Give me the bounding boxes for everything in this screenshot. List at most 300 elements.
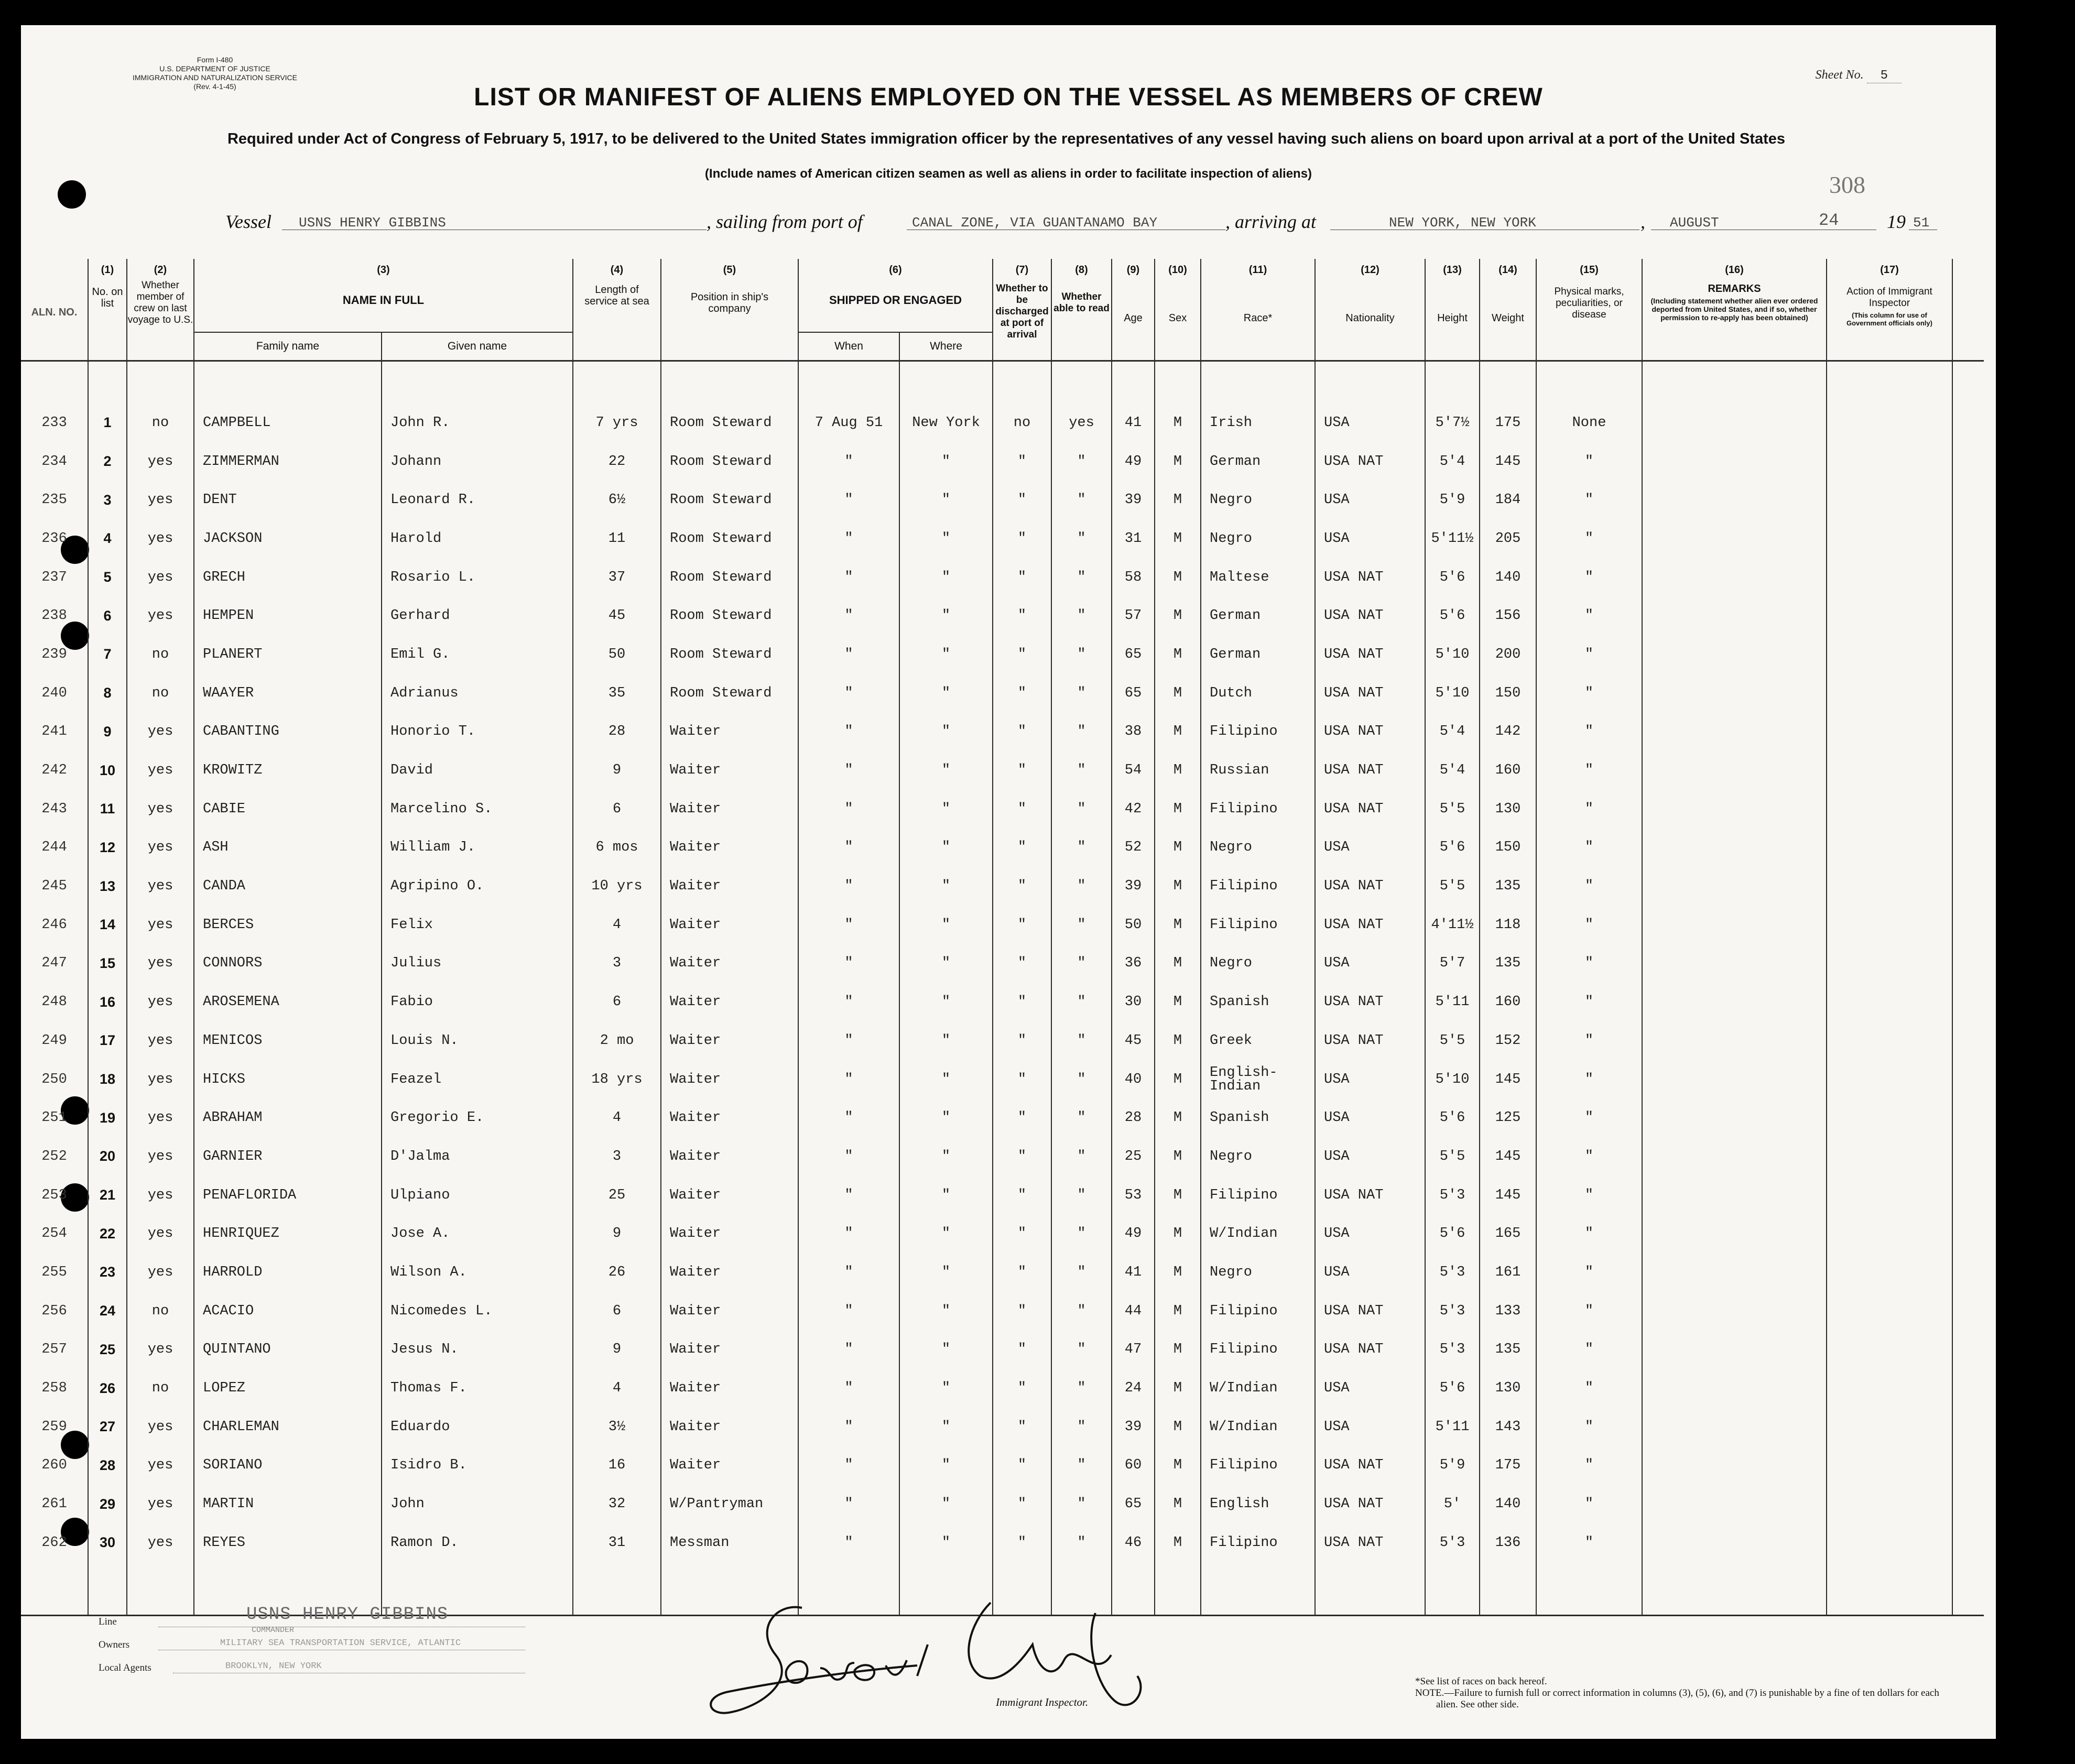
col-family-name: Family name	[194, 332, 382, 361]
shipped-where-cell: "	[899, 751, 993, 790]
physical-marks-cell: "	[1536, 1021, 1642, 1060]
position-cell: Waiter	[661, 713, 798, 752]
physical-marks-cell: "	[1536, 983, 1642, 1021]
margin-cell	[1952, 983, 1984, 1021]
discharged-cell: "	[993, 713, 1051, 752]
able-to-read-cell: "	[1051, 1021, 1112, 1060]
sex-cell: M	[1155, 751, 1201, 790]
able-to-read-cell: "	[1051, 983, 1112, 1021]
given-name-cell: D'Jalma	[382, 1137, 573, 1176]
last-voyage-cell: yes	[127, 867, 194, 906]
last-voyage-cell: yes	[127, 558, 194, 597]
nationality-cell: USA NAT	[1315, 1485, 1425, 1523]
discharged-cell: "	[993, 519, 1051, 558]
position-cell: Waiter	[661, 1137, 798, 1176]
race-cell: Filipino	[1201, 1331, 1315, 1369]
able-to-read-cell: "	[1051, 906, 1112, 944]
remarks-cell	[1642, 983, 1827, 1021]
list-number-cell: 15	[88, 944, 127, 983]
physical-marks-cell: "	[1536, 1253, 1642, 1292]
weight-cell: 175	[1480, 361, 1536, 442]
alien-number-cell: 237	[21, 558, 88, 597]
age-cell: 65	[1112, 635, 1155, 674]
physical-marks-cell: "	[1536, 790, 1642, 829]
margin-cell	[1952, 481, 1984, 519]
able-to-read-cell: "	[1051, 596, 1112, 635]
weight-cell: 175	[1480, 1446, 1536, 1485]
list-number-cell: 5	[88, 558, 127, 597]
shipped-when-cell: "	[798, 1176, 899, 1215]
shipped-where-cell: "	[899, 596, 993, 635]
shipped-where-cell: "	[899, 558, 993, 597]
list-number-cell: 7	[88, 635, 127, 674]
given-name-cell: John	[382, 1485, 573, 1523]
race-cell: Greek	[1201, 1021, 1315, 1060]
shipped-where-cell: New York	[899, 361, 993, 442]
nationality-cell: USA NAT	[1315, 1331, 1425, 1369]
col-weight: (14) Weight	[1480, 259, 1536, 361]
nationality-cell: USA NAT	[1315, 1446, 1425, 1485]
last-voyage-cell: yes	[127, 829, 194, 867]
height-cell: 5'5	[1425, 790, 1480, 829]
inspector-action-cell	[1827, 519, 1952, 558]
manifest-sheet	[21, 25, 1996, 1739]
table-row	[21, 361, 1984, 442]
length-of-service-cell: 3	[573, 944, 661, 983]
margin-cell	[1952, 790, 1984, 829]
position-cell: Waiter	[661, 1214, 798, 1253]
able-to-read-cell: "	[1051, 867, 1112, 906]
list-number-cell: 16	[88, 983, 127, 1021]
shipped-where-cell: "	[899, 519, 993, 558]
last-voyage-cell: yes	[127, 906, 194, 944]
physical-marks-cell: "	[1536, 1176, 1642, 1215]
race-cell: Filipino	[1201, 1523, 1315, 1562]
position-cell: Room Steward	[661, 596, 798, 635]
alien-number-cell: 250	[21, 1060, 88, 1099]
alien-number-cell: 255	[21, 1253, 88, 1292]
sex-cell: M	[1155, 635, 1201, 674]
physical-marks-cell: "	[1536, 481, 1642, 519]
list-number-cell: 10	[88, 751, 127, 790]
sex-cell: M	[1155, 1098, 1201, 1137]
page-instruction: (Include names of American citizen seamen as well as aliens in order to facilitate inspection of aliens)	[704, 167, 1312, 181]
shipped-when-cell: "	[798, 713, 899, 752]
discharged-cell: "	[993, 1523, 1051, 1562]
physical-marks-cell: "	[1536, 1060, 1642, 1099]
given-name-cell: Marcelino S.	[382, 790, 573, 829]
inspector-action-cell	[1827, 829, 1952, 867]
position-cell: Messman	[661, 1523, 798, 1562]
height-cell: 4'11½	[1425, 906, 1480, 944]
family-name-cell: KROWITZ	[194, 751, 382, 790]
race-cell: W/Indian	[1201, 1408, 1315, 1446]
race-cell: Filipino	[1201, 867, 1315, 906]
margin-cell	[1952, 1253, 1984, 1292]
nationality-cell: USA NAT	[1315, 906, 1425, 944]
last-voyage-cell: no	[127, 674, 194, 713]
physical-marks-cell: "	[1536, 1214, 1642, 1253]
margin-cell	[1952, 1446, 1984, 1485]
height-cell: 5'4	[1425, 751, 1480, 790]
table-row	[21, 944, 1984, 983]
alien-number-cell: 240	[21, 674, 88, 713]
given-name-cell: Johann	[382, 442, 573, 481]
inspector-action-cell	[1827, 596, 1952, 635]
shipped-where-cell: "	[899, 1485, 993, 1523]
shipped-when-cell: "	[798, 829, 899, 867]
spacer-cell	[1536, 1562, 1642, 1616]
able-to-read-cell: "	[1051, 1137, 1112, 1176]
footer-agents-label: Local Agents	[99, 1662, 151, 1673]
arriving-port: NEW YORK, NEW YORK	[1389, 215, 1536, 231]
given-name-cell: Julius	[382, 944, 573, 983]
length-of-service-cell: 9	[573, 1331, 661, 1369]
discharged-cell: "	[993, 1060, 1051, 1099]
nationality-cell: USA	[1315, 1369, 1425, 1408]
physical-marks-cell: "	[1536, 867, 1642, 906]
margin-cell	[1952, 829, 1984, 867]
discharged-cell: "	[993, 442, 1051, 481]
age-cell: 25	[1112, 1137, 1155, 1176]
race-cell: Spanish	[1201, 983, 1315, 1021]
family-name-cell: DENT	[194, 481, 382, 519]
length-of-service-cell: 6 mos	[573, 829, 661, 867]
footer-owners-label: Owners	[99, 1639, 130, 1650]
given-name-cell: William J.	[382, 829, 573, 867]
nationality-cell: USA NAT	[1315, 674, 1425, 713]
last-voyage-cell: yes	[127, 751, 194, 790]
shipped-when-cell: "	[798, 442, 899, 481]
able-to-read-cell: "	[1051, 1253, 1112, 1292]
shipped-where-cell: "	[899, 1060, 993, 1099]
list-number-cell: 25	[88, 1331, 127, 1369]
spacer-cell	[1952, 1562, 1984, 1616]
list-number-cell: 27	[88, 1408, 127, 1446]
age-cell: 31	[1112, 519, 1155, 558]
remarks-cell	[1642, 596, 1827, 635]
height-cell: 5'	[1425, 1485, 1480, 1523]
position-cell: Waiter	[661, 1408, 798, 1446]
shipped-when-cell: "	[798, 481, 899, 519]
length-of-service-cell: 10 yrs	[573, 867, 661, 906]
weight-cell: 135	[1480, 1331, 1536, 1369]
sex-cell: M	[1155, 1485, 1201, 1523]
given-name-cell: Jose A.	[382, 1214, 573, 1253]
race-cell: Filipino	[1201, 906, 1315, 944]
able-to-read-cell: "	[1051, 674, 1112, 713]
length-of-service-cell: 9	[573, 751, 661, 790]
physical-marks-cell: "	[1536, 1331, 1642, 1369]
alien-number-cell: 242	[21, 751, 88, 790]
length-of-service-cell: 32	[573, 1485, 661, 1523]
last-voyage-cell: yes	[127, 1214, 194, 1253]
able-to-read-cell: "	[1051, 519, 1112, 558]
sex-cell: M	[1155, 1292, 1201, 1331]
table-row	[21, 558, 1984, 597]
shipped-when-cell: "	[798, 790, 899, 829]
weight-cell: 145	[1480, 1176, 1536, 1215]
inspector-action-cell	[1827, 1485, 1952, 1523]
shipped-when-cell: "	[798, 1214, 899, 1253]
last-voyage-cell: no	[127, 361, 194, 442]
shipped-when-cell: "	[798, 519, 899, 558]
sex-cell: M	[1155, 867, 1201, 906]
nationality-cell: USA NAT	[1315, 713, 1425, 752]
race-cell: Maltese	[1201, 558, 1315, 597]
last-voyage-cell: yes	[127, 596, 194, 635]
inspector-action-cell	[1827, 1176, 1952, 1215]
remarks-cell	[1642, 1176, 1827, 1215]
physical-marks-cell: "	[1536, 1485, 1642, 1523]
position-cell: Waiter	[661, 1098, 798, 1137]
race-cell: English-Indian	[1201, 1060, 1315, 1099]
position-cell: Waiter	[661, 1446, 798, 1485]
remarks-cell	[1642, 558, 1827, 597]
discharged-cell: "	[993, 635, 1051, 674]
age-cell: 41	[1112, 1253, 1155, 1292]
height-cell: 5'10	[1425, 674, 1480, 713]
margin-cell	[1952, 713, 1984, 752]
position-cell: Room Steward	[661, 519, 798, 558]
position-cell: Room Steward	[661, 442, 798, 481]
list-number-cell: 13	[88, 867, 127, 906]
spacer-cell	[1425, 1562, 1480, 1616]
inspector-action-cell	[1827, 1214, 1952, 1253]
col-list-no: (1) No. on list	[88, 259, 127, 361]
age-cell: 65	[1112, 1485, 1155, 1523]
length-of-service-cell: 28	[573, 713, 661, 752]
discharged-cell: no	[993, 361, 1051, 442]
sex-cell: M	[1155, 442, 1201, 481]
sheet-label: Sheet No.	[1815, 68, 1864, 82]
shipped-where-cell: "	[899, 635, 993, 674]
length-of-service-cell: 26	[573, 1253, 661, 1292]
age-cell: 52	[1112, 829, 1155, 867]
able-to-read-cell: "	[1051, 1523, 1112, 1562]
weight-cell: 156	[1480, 596, 1536, 635]
race-cell: Filipino	[1201, 1446, 1315, 1485]
physical-marks-cell: "	[1536, 1369, 1642, 1408]
inspector-action-cell	[1827, 1098, 1952, 1137]
shipped-when-cell: "	[798, 944, 899, 983]
discharged-cell: "	[993, 1176, 1051, 1215]
footer-line-label: Line	[99, 1616, 117, 1627]
form-number: Form I-480	[197, 56, 233, 64]
shipped-when-cell: "	[798, 867, 899, 906]
margin-cell	[1952, 751, 1984, 790]
col-sex: (10) Sex	[1155, 259, 1201, 361]
nationality-cell: USA NAT	[1315, 751, 1425, 790]
given-name-cell: John R.	[382, 361, 573, 442]
table-row	[21, 635, 1984, 674]
last-voyage-cell: yes	[127, 519, 194, 558]
sex-cell: M	[1155, 1523, 1201, 1562]
shipped-where-cell: "	[899, 1331, 993, 1369]
given-name-cell: Felix	[382, 906, 573, 944]
family-name-cell: ACACIO	[194, 1292, 382, 1331]
physical-marks-cell: "	[1536, 906, 1642, 944]
inspector-action-cell	[1827, 713, 1952, 752]
table-row	[21, 751, 1984, 790]
height-cell: 5'3	[1425, 1292, 1480, 1331]
margin-cell	[1952, 1176, 1984, 1215]
position-cell: Waiter	[661, 1292, 798, 1331]
race-cell: Russian	[1201, 751, 1315, 790]
age-cell: 42	[1112, 790, 1155, 829]
height-cell: 5'5	[1425, 1137, 1480, 1176]
age-cell: 39	[1112, 1408, 1155, 1446]
height-cell: 5'11	[1425, 1408, 1480, 1446]
family-name-cell: GARNIER	[194, 1137, 382, 1176]
shipped-when-cell: "	[798, 596, 899, 635]
shipped-when-cell: "	[798, 1253, 899, 1292]
list-number-cell: 12	[88, 829, 127, 867]
inspector-action-cell	[1827, 1021, 1952, 1060]
discharged-cell: "	[993, 944, 1051, 983]
position-cell: Room Steward	[661, 361, 798, 442]
sex-cell: M	[1155, 983, 1201, 1021]
nationality-cell: USA	[1315, 361, 1425, 442]
margin-cell	[1952, 558, 1984, 597]
height-cell: 5'7½	[1425, 361, 1480, 442]
table-row	[21, 1408, 1984, 1446]
table-row	[21, 1176, 1984, 1215]
last-voyage-cell: yes	[127, 1253, 194, 1292]
shipped-when-cell: "	[798, 1137, 899, 1176]
given-name-cell: Emil G.	[382, 635, 573, 674]
footer-agents-value: BROOKLYN, NEW YORK	[225, 1661, 322, 1671]
col-name-in-full: (3) NAME IN FULL	[194, 259, 573, 332]
shipped-where-cell: "	[899, 867, 993, 906]
col-given-name: Given name	[382, 332, 573, 361]
discharged-cell: "	[993, 596, 1051, 635]
nationality-cell: USA NAT	[1315, 442, 1425, 481]
col-margin	[1952, 259, 1984, 361]
length-of-service-cell: 18 yrs	[573, 1060, 661, 1099]
position-cell: Waiter	[661, 1331, 798, 1369]
inspector-action-cell	[1827, 1446, 1952, 1485]
col-position: (5) Position in ship's company	[661, 259, 798, 361]
weight-cell: 125	[1480, 1098, 1536, 1137]
shipped-where-cell: "	[899, 713, 993, 752]
able-to-read-cell: "	[1051, 481, 1112, 519]
table-row	[21, 1485, 1984, 1523]
shipped-where-cell: "	[899, 1176, 993, 1215]
sex-cell: M	[1155, 1446, 1201, 1485]
last-voyage-cell: yes	[127, 1137, 194, 1176]
physical-marks-cell: "	[1536, 1098, 1642, 1137]
height-cell: 5'6	[1425, 1369, 1480, 1408]
shipped-where-cell: "	[899, 1408, 993, 1446]
shipped-where-cell: "	[899, 1214, 993, 1253]
discharged-cell: "	[993, 983, 1051, 1021]
table-row	[21, 1446, 1984, 1485]
length-of-service-cell: 37	[573, 558, 661, 597]
table-row	[21, 481, 1984, 519]
age-cell: 49	[1112, 442, 1155, 481]
sex-cell: M	[1155, 1021, 1201, 1060]
col-age: (9) Age	[1112, 259, 1155, 361]
remarks-cell	[1642, 1485, 1827, 1523]
able-to-read-cell: "	[1051, 829, 1112, 867]
remarks-cell	[1642, 1408, 1827, 1446]
col-race: (11) Race*	[1201, 259, 1315, 361]
shipped-where-cell: "	[899, 1098, 993, 1137]
age-cell: 44	[1112, 1292, 1155, 1331]
age-cell: 57	[1112, 596, 1155, 635]
margin-cell	[1952, 1137, 1984, 1176]
footer-notes	[1415, 1676, 1939, 1711]
discharged-cell: "	[993, 1446, 1051, 1485]
length-of-service-cell: 22	[573, 442, 661, 481]
last-voyage-cell: yes	[127, 790, 194, 829]
length-of-service-cell: 35	[573, 674, 661, 713]
margin-cell	[1952, 674, 1984, 713]
family-name-cell: ZIMMERMAN	[194, 442, 382, 481]
weight-cell: 145	[1480, 442, 1536, 481]
inspector-action-cell	[1827, 944, 1952, 983]
vessel-name: USNS HENRY GIBBINS	[299, 215, 446, 231]
physical-marks-cell: "	[1536, 596, 1642, 635]
arrival-year: 51	[1913, 215, 1930, 231]
sex-cell: M	[1155, 1137, 1201, 1176]
age-cell: 41	[1112, 361, 1155, 442]
weight-cell: 145	[1480, 1137, 1536, 1176]
position-cell: Waiter	[661, 1369, 798, 1408]
weight-cell: 130	[1480, 790, 1536, 829]
able-to-read-cell: yes	[1051, 361, 1112, 442]
inspector-action-cell	[1827, 1369, 1952, 1408]
discharged-cell: "	[993, 1098, 1051, 1137]
discharged-cell: "	[993, 1369, 1051, 1408]
length-of-service-cell: 4	[573, 906, 661, 944]
remarks-cell	[1642, 442, 1827, 481]
age-cell: 28	[1112, 1098, 1155, 1137]
physical-marks-cell: "	[1536, 751, 1642, 790]
discharged-cell: "	[993, 1485, 1051, 1523]
margin-cell	[1952, 906, 1984, 944]
shipped-where-cell: "	[899, 906, 993, 944]
weight-cell: 150	[1480, 829, 1536, 867]
remarks-cell	[1642, 1523, 1827, 1562]
physical-marks-cell: "	[1536, 442, 1642, 481]
nationality-cell: USA	[1315, 944, 1425, 983]
nationality-cell: USA	[1315, 1137, 1425, 1176]
position-cell: Waiter	[661, 790, 798, 829]
nationality-cell: USA NAT	[1315, 983, 1425, 1021]
spacer-cell	[1480, 1562, 1536, 1616]
given-name-cell: Thomas F.	[382, 1369, 573, 1408]
alien-number-cell: 257	[21, 1331, 88, 1369]
last-voyage-cell: yes	[127, 1446, 194, 1485]
shipped-where-cell: "	[899, 1523, 993, 1562]
length-of-service-cell: 11	[573, 519, 661, 558]
race-cell: Filipino	[1201, 713, 1315, 752]
alien-number-cell: 234	[21, 442, 88, 481]
remarks-cell	[1642, 713, 1827, 752]
sheet-number	[1816, 68, 1902, 83]
margin-cell	[1952, 867, 1984, 906]
race-cell: Dutch	[1201, 674, 1315, 713]
sex-cell: M	[1155, 713, 1201, 752]
last-voyage-cell: yes	[127, 1485, 194, 1523]
family-name-cell: ASH	[194, 829, 382, 867]
shipped-when-cell: "	[798, 635, 899, 674]
given-name-cell: Ulpiano	[382, 1176, 573, 1215]
alien-number-cell: 260	[21, 1446, 88, 1485]
race-cell: German	[1201, 596, 1315, 635]
